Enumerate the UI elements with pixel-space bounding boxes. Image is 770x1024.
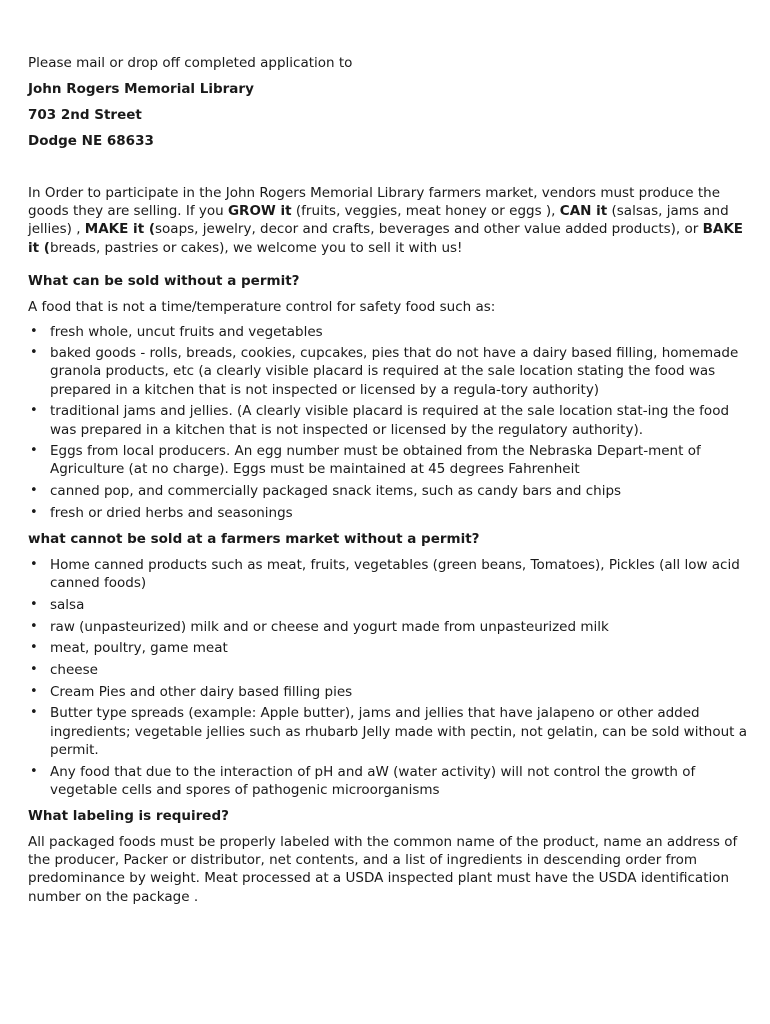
list-item-text: canned pop, and commercially packaged snack items, such as candy bars and chips [50, 483, 622, 500]
list-item [28, 763, 748, 799]
list-item [28, 639, 748, 657]
list-item [28, 618, 748, 636]
bullet-icon: • [30, 763, 38, 779]
section2-heading: what cannot be sold at a farmers market without a permit? [28, 531, 480, 548]
intro-paragraph [28, 184, 748, 257]
list-item-text: cheese [50, 662, 98, 679]
bullet-icon: • [30, 596, 38, 612]
bullet-icon: • [30, 662, 38, 678]
intro-text-2: (fruits, veggies, meat honey or eggs ), [291, 203, 560, 220]
intro-grow: GROW it [227, 203, 292, 220]
list-item [28, 683, 748, 701]
bullet-icon: • [30, 618, 38, 634]
section1-heading: What can be sold without a permit? [28, 273, 300, 290]
list-item-text: Butter type spreads (example: Apple butter), jams and jellies that have jalapeno or other added ingredients; vegetable jellies such as rhubarb Jelly made with pectin, not gelatin, can be sold without a permit. [50, 705, 747, 758]
list-item [28, 704, 748, 759]
list-item-text: Home canned products such as meat, fruits, vegetables (green beans, Tomatoes), Pickles (all low acid canned foods) [50, 557, 740, 592]
library-city: Dodge NE 68633 [28, 133, 154, 149]
list-item-text: baked goods - rolls, breads, cookies, cupcakes, pies that do not have a dairy based filling, homemade granola products, etc (a clearly visible placard is required at the sale location stating the food was prepared in a kitchen that is not inspected or licensed by a regula-tory authority) [50, 345, 739, 398]
list-item-text: Any food that due to the interaction of pH and aW (water activity) will not control the growth of vegetable cells and spores of pathogenic microorganisms [50, 763, 696, 798]
intro-text-1: In Order to participate in the John Rogers Memorial Library farmers market, vendors must produce the goods they are selling. If you [28, 185, 721, 220]
list-item [28, 596, 748, 614]
intro-text-3: (salsas, jams and jellies) , [28, 203, 729, 238]
section1-list [28, 323, 748, 523]
intro-can: CAN it [559, 203, 608, 220]
section2-list [28, 556, 748, 799]
list-item-text: fresh whole, uncut fruits and vegetables [50, 323, 323, 340]
bullet-icon: • [30, 483, 38, 499]
intro-text-4: soaps, jewelry, decor and crafts, beverages and other value added products), or [155, 221, 703, 238]
list-item [28, 442, 748, 478]
list-item [28, 402, 748, 438]
list-item-text: fresh or dried herbs and seasonings [50, 504, 293, 521]
list-item [28, 344, 748, 399]
intro-text-5: breads, pastries or cakes), we welcome you to sell it with us! [49, 239, 463, 256]
mailing-instruction: Please mail or drop off completed application to [28, 55, 353, 71]
bullet-icon: • [30, 403, 38, 419]
library-name: John Rogers Memorial Library [28, 81, 254, 97]
list-item [28, 482, 748, 500]
list-item-text: salsa [50, 596, 85, 613]
bullet-icon: • [30, 557, 38, 573]
list-item-text: traditional jams and jellies. (A clearly visible placard is required at the sale location stat-ing the food was prepared in a kitchen that is not inspected or licensed by the regulatory authority). [50, 403, 730, 438]
bullet-icon: • [30, 323, 38, 339]
section3-body: All packaged foods must be properly labeled with the common name of the product, name an address of the producer, Packer or distributor, net contents, and a list of ingredients in descending order from predominance by weight. Meat processed at a USDA inspected plant must have the USDA identification number on the package . [28, 833, 738, 905]
bullet-icon: • [30, 504, 38, 520]
list-item [28, 323, 748, 341]
list-item [28, 504, 748, 522]
list-item-text: Cream Pies and other dairy based filling pies [50, 683, 353, 700]
list-item [28, 556, 748, 592]
section1-lead: A food that is not a time/temperature control for safety food such as: [28, 299, 496, 316]
bullet-icon: • [30, 345, 38, 361]
list-item-text: meat, poultry, game meat [50, 640, 228, 657]
library-street: 703 2nd Street [28, 107, 142, 123]
bullet-icon: • [30, 443, 38, 459]
section3-heading: What labeling is required? [28, 807, 229, 824]
list-item-text: raw (unpasteurized) milk and or cheese and yogurt made from unpasteurized milk [50, 618, 609, 635]
bullet-icon: • [30, 683, 38, 699]
bullet-icon: • [30, 705, 38, 721]
bullet-icon: • [30, 640, 38, 656]
document-page [28, 50, 748, 912]
intro-make: MAKE it ( [84, 221, 156, 238]
list-item-text: Eggs from local producers. An egg number must be obtained from the Nebraska Depart-ment of Agriculture (at no charge). Eggs must be maintained at 45 degrees Fahrenheit [50, 443, 701, 478]
list-item [28, 661, 748, 679]
intro-bake: BAKE it ( [28, 221, 744, 256]
